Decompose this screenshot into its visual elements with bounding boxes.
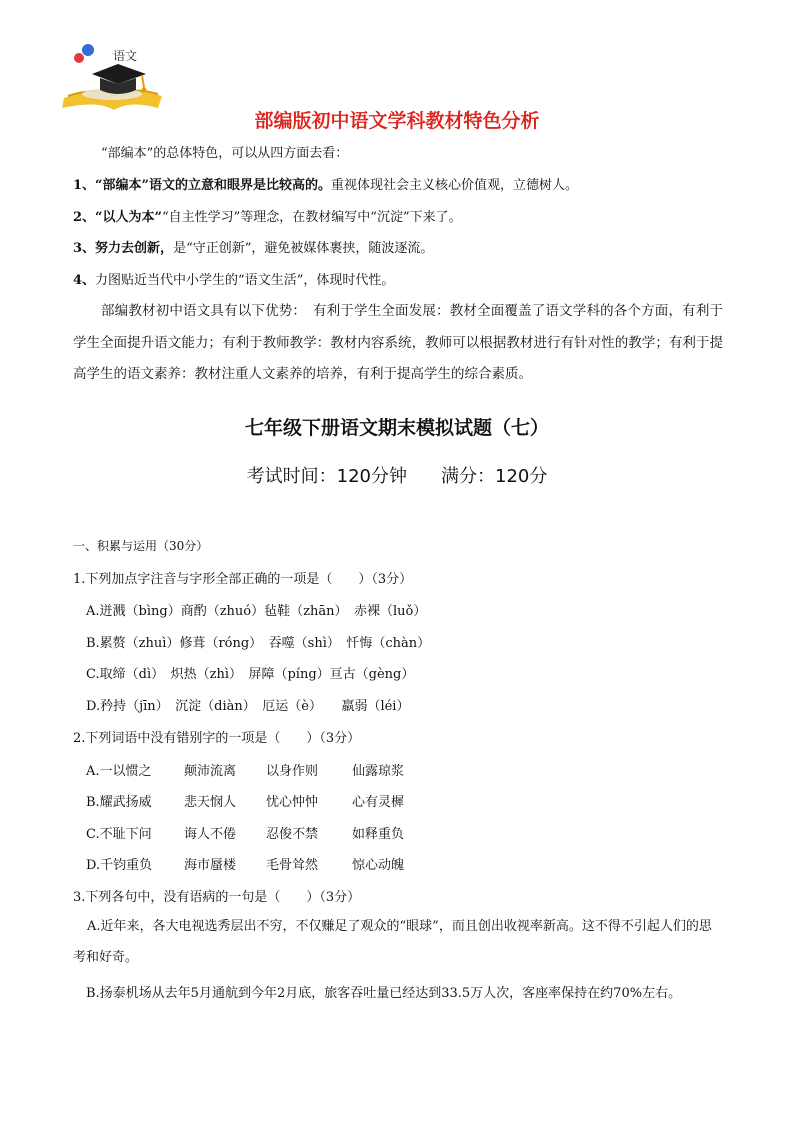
point-text: 重视体现社会主义核心价值观，立德树人。 (331, 178, 579, 193)
logo-label: 语文 (113, 49, 138, 63)
point-bold: 努力去创新， (95, 241, 174, 256)
question-1-option-b: B.累赘（zhuì）修葺（róng） 吞噬（shì） 忏悔（chàn） (86, 636, 431, 651)
option-word: A.一以惯之 (86, 764, 152, 779)
point-text: “自主性学习”等理念，在教材编写中“沉淀”下来了。 (162, 210, 462, 225)
question-1-option-a: A.迸溅（bìng）商酌（zhuó）毡鞋（zhān） 赤裸（luǒ） (86, 604, 427, 619)
option-word: 仙露琼浆 (352, 764, 405, 779)
option-word: 以身作则 (266, 764, 319, 779)
intro-point-2 (73, 210, 462, 226)
point-bold: “以人为本” (95, 210, 163, 225)
option-word: 悲天悯人 (184, 795, 237, 810)
question-2-option-a (86, 760, 404, 779)
option-word: 诲人不倦 (184, 827, 237, 842)
question-2-stem: 2.下列词语中没有错别字的一项是（ ）（3分） (73, 731, 361, 746)
intro-point-3 (73, 241, 433, 257)
question-1-option-c: C.取缔（dì） 炽热（zhì） 屏障（píng）亘古（gèng） (86, 667, 415, 682)
option-word: C.不耻下问 (86, 827, 152, 842)
exam-score: 满分：120分 (441, 466, 548, 487)
intro-lead: “部编本”的总体特色，可以从四方面去看： (101, 146, 349, 161)
point-number: 3、 (73, 241, 96, 256)
option-word: 心有灵樨 (352, 795, 405, 810)
option-word: 海市蜃楼 (184, 858, 237, 873)
point-text: 是“守正创新”，避免被媒体裹挟，随波逐流。 (173, 241, 434, 256)
point-number: 2、 (73, 210, 96, 225)
intro-point-4 (73, 273, 394, 289)
exam-info (0, 462, 794, 488)
exam-title: 七年级下册语文期末模拟试题（七） (244, 417, 549, 439)
point-text: 力图贴近当代中小学生的“语文生活”，体现时代性。 (95, 273, 395, 288)
option-word: D.千钧重负 (86, 858, 153, 873)
option-word: 如释重负 (352, 827, 405, 842)
advantages-paragraph: 部编教材初中语文具有以下优势： 有利于学生全面发展：教材全面覆盖了语文学科的各个方面，有利于学生全面提升语文能力；有利于教师教学：教材内容系统，教师可以根据教材进行有针对性的教学；有利于提高学生的语文素养：教材注重人文素养的培养，有利于提高学生的综合素质。 (73, 303, 723, 382)
question-1-stem: 1.下列加点字注音与字形全部正确的一项是（ ）（3分） (73, 572, 413, 587)
question-2-option-c (86, 823, 404, 842)
question-1-option-d: D.矜持（jīn） 沉淀（diàn） 厄运（è） 羸弱（léi） (86, 699, 410, 714)
point-number: 1、 (73, 178, 96, 193)
question-2-option-b (86, 791, 404, 810)
question-2-option-d (86, 854, 404, 873)
exam-time: 考试时间：120分钟 (246, 466, 407, 487)
option-word: 忍俊不禁 (266, 827, 319, 842)
option-word: B.耀武扬威 (86, 795, 152, 810)
question-3-option-b: B.扬泰机场从去年5月通航到今年2月底，旅客吞吐量已经达到33.5万人次，客座率保持在约70%左右。 (86, 986, 682, 1001)
question-3-option-a: A.近年来，各大电视选秀层出不穷，不仅赚足了观众的“眼球”，而且创出收视率新高。这不得不引起人们的思考和好奇。 (73, 919, 712, 965)
option-word: 忧心忡忡 (266, 795, 319, 810)
page-title: 部编版初中语文学科教材特色分析 (254, 110, 540, 132)
point-bold: “部编本”语文的立意和眼界是比较高的。 (95, 178, 332, 193)
option-word: 毛骨耸然 (266, 858, 319, 873)
option-word: 惊心动魄 (352, 858, 405, 873)
question-3-stem: 3.下列各句中，没有语病的一句是（ ）（3分） (73, 890, 361, 905)
point-number: 4、 (73, 273, 96, 288)
section-heading: 一、积累与运用（30分） (73, 539, 209, 553)
intro-point-1 (73, 178, 578, 194)
option-word: 颠沛流离 (184, 764, 237, 779)
